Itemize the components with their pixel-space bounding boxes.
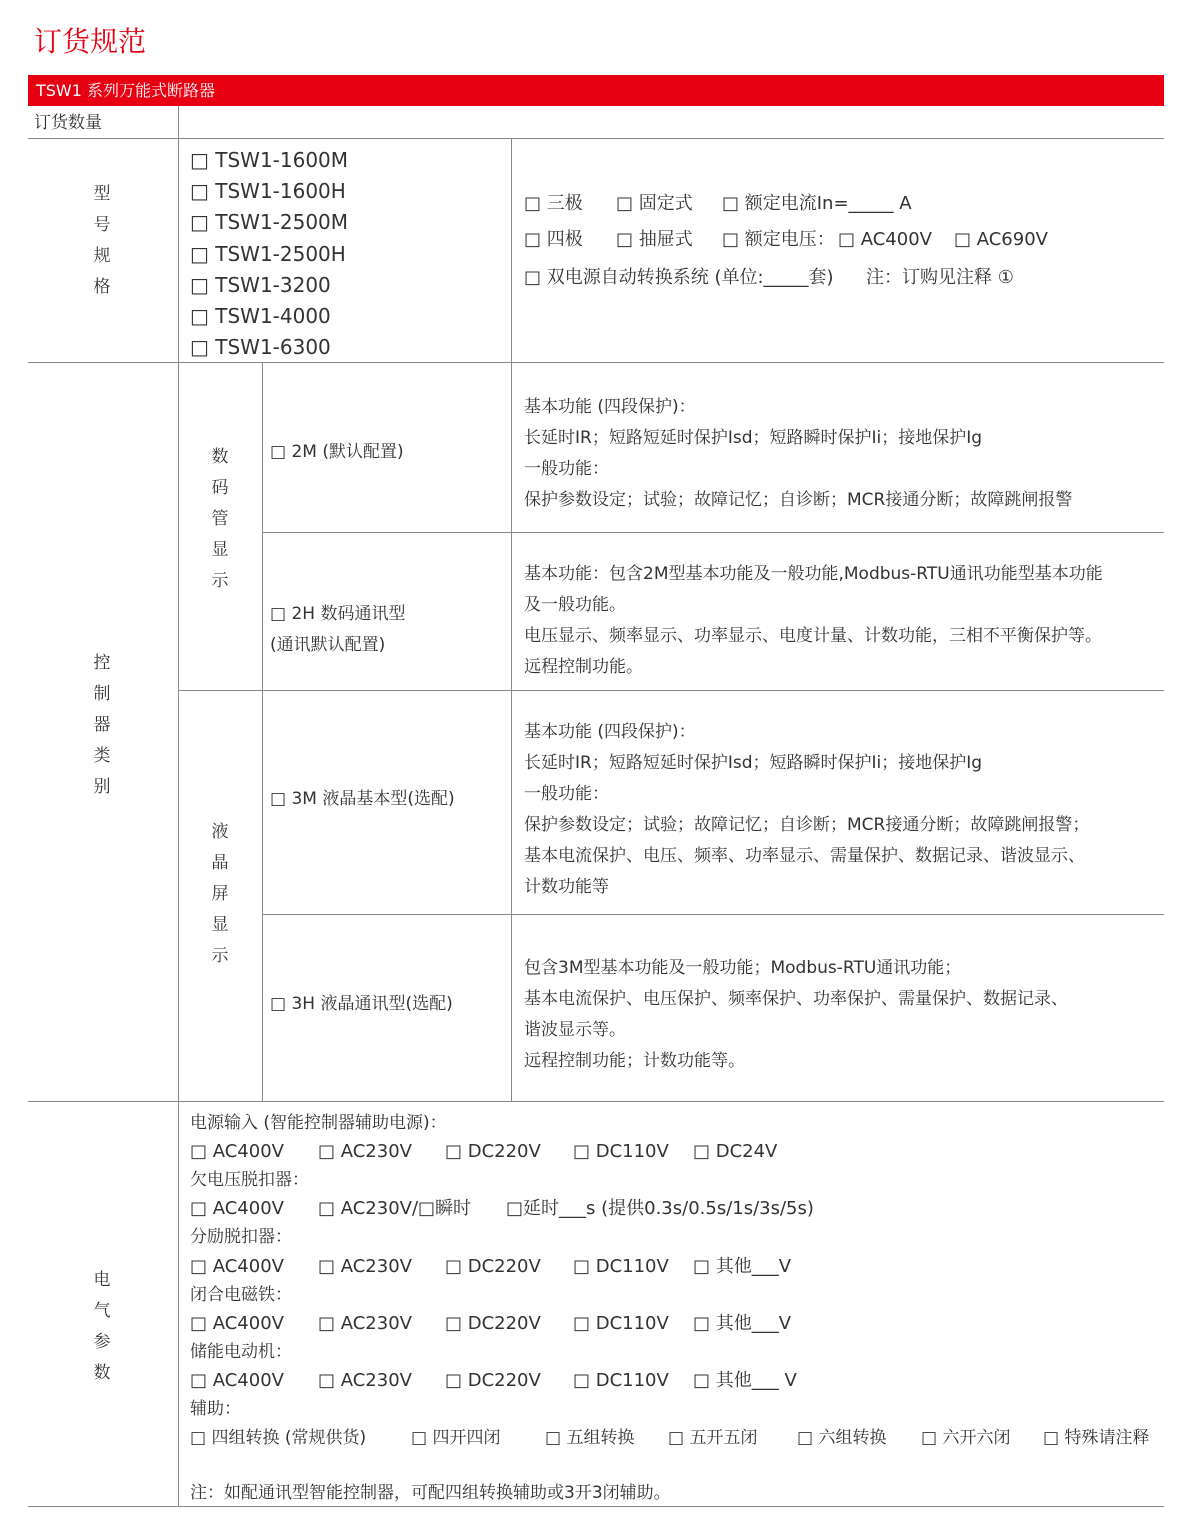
fixed-type-checkbox[interactable]: □ 固定式 <box>616 193 693 214</box>
divider <box>511 138 512 1101</box>
shunt-dc110v[interactable]: □ DC110V <box>573 1256 669 1277</box>
controller-3h-checkbox[interactable]: □ 3H 液晶通讯型(选配) <box>270 994 453 1014</box>
controller-2h-checkbox[interactable]: □ 2H 数码通讯型 (通讯默认配置) <box>270 604 406 655</box>
divider <box>262 362 263 1101</box>
model-checkbox[interactable]: □ TSW1-4000 <box>190 303 331 328</box>
power-input-label: 电源输入 (智能控制器辅助电源)： <box>190 1113 447 1133</box>
power-input-ac400v[interactable]: □ AC400V <box>190 1141 284 1162</box>
controller-3m-description: 基本功能 (四段保护)： 长延时IR；短路短延时保护Isd；短路瞬时保护Ii；接地保护Ig 一般功能： 保护参数设定；试验；故障记忆；自诊断；MCR接通分断；故障跳闸报警； 基本电流保护、电压、频率、功率显示、需量保护、数据记录、谐波显示、 计数功能等 <box>524 722 1090 897</box>
undervoltage-delay[interactable]: □延时___s (提供0.3s/0.5s/1s/3s/5s) <box>506 1198 814 1219</box>
divider <box>28 138 1164 139</box>
closing-magnet-label: 闭合电磁铁： <box>190 1285 292 1305</box>
drawout-type-checkbox[interactable]: □ 抽屉式 <box>616 229 693 250</box>
shunt-ac400v[interactable]: □ AC400V <box>190 1256 284 1277</box>
controller-2m-checkbox[interactable]: □ 2M (默认配置) <box>270 442 404 462</box>
closing-other[interactable]: □ 其他___V <box>693 1313 792 1334</box>
aux-five-changeover[interactable]: □ 五组转换 <box>545 1428 635 1448</box>
divider <box>178 690 1164 691</box>
shunt-other[interactable]: □ 其他___V <box>693 1256 792 1277</box>
controller-3h-description: 包含3M型基本功能及一般功能；Modbus-RTU通讯功能； 基本电流保护、电压保护、频率保护、功率保护、需量保护、数据记录、 谐波显示等。 远程控制功能；计数功能等。 <box>524 958 1068 1071</box>
order-quantity-label: 订货数量 <box>34 113 102 133</box>
three-pole-checkbox[interactable]: □ 三极 <box>524 193 583 214</box>
motor-ac230v[interactable]: □ AC230V <box>318 1370 412 1391</box>
controller-2m-description: 基本功能 (四段保护)： 长延时IR；短路短延时保护Isd；短路瞬时保护Ii；接地保护Ig 一般功能： 保护参数设定；试验；故障记忆；自诊断；MCR接通分断；故障跳闸报警 <box>524 397 1073 510</box>
undervoltage-ac400v[interactable]: □ AC400V <box>190 1198 284 1219</box>
model-checkbox[interactable]: □ TSW1-2500M <box>190 210 349 235</box>
motor-other[interactable]: □ 其他___ V <box>693 1370 797 1391</box>
closing-dc220v[interactable]: □ DC220V <box>445 1313 541 1334</box>
power-input-dc24v[interactable]: □ DC24V <box>693 1141 778 1162</box>
model-list <box>190 145 348 363</box>
closing-ac400v[interactable]: □ AC400V <box>190 1313 284 1334</box>
aux-four-no-four-nc[interactable]: □ 四开四闭 <box>411 1428 501 1448</box>
product-header-bar <box>28 75 1164 106</box>
model-spec-label: 型 号 规 格 <box>93 184 111 297</box>
page-title: 订货规范 <box>34 25 147 58</box>
divider <box>262 532 1164 533</box>
aux-six-changeover[interactable]: □ 六组转换 <box>797 1428 887 1448</box>
divider <box>262 914 1164 915</box>
four-pole-checkbox[interactable]: □ 四极 <box>524 229 583 250</box>
ac690v-checkbox[interactable]: □ AC690V <box>954 229 1048 250</box>
motor-ac400v[interactable]: □ AC400V <box>190 1370 284 1391</box>
aux-six-no-six-nc[interactable]: □ 六开六闭 <box>921 1428 1011 1448</box>
model-checkbox[interactable]: □ TSW1-1600M <box>190 148 349 172</box>
electrical-params-label: 电 气 参 数 <box>93 1270 111 1383</box>
divider <box>28 1506 1164 1507</box>
power-input-dc110v[interactable]: □ DC110V <box>573 1141 669 1162</box>
rated-voltage-checkbox[interactable]: □ 额定电压： <box>722 229 835 250</box>
power-input-ac230v[interactable]: □ AC230V <box>318 1141 412 1162</box>
model-checkbox[interactable]: □ TSW1-1600H <box>190 179 346 204</box>
rated-current-field[interactable]: □ 额定电流In=_____ A <box>722 193 912 214</box>
digital-display-label: 数 码 管 显 示 <box>211 447 229 591</box>
product-series-title: TSW1 系列万能式断路器 <box>36 81 216 100</box>
closing-ac230v[interactable]: □ AC230V <box>318 1313 412 1334</box>
shunt-release-label: 分励脱扣器： <box>190 1227 292 1247</box>
ats-system-checkbox[interactable]: □ 双电源自动转换系统 (单位:_____套) <box>524 267 834 288</box>
controller-type-label: 控 制 器 类 别 <box>93 653 111 797</box>
divider <box>28 1101 1164 1102</box>
auxiliary-label: 辅助： <box>190 1399 241 1419</box>
controller-2h-description: 基本功能：包含2M型基本功能及一般功能,Modbus-RTU通讯功能型基本功能 及一般功能。 电压显示、频率显示、功率显示、电度计量、计数功能，三相不平衡保护等。 远程控制功能。 <box>524 564 1103 677</box>
undervoltage-label: 欠电压脱扣器： <box>190 1170 309 1190</box>
ats-note: 注：订购见注释 ① <box>866 267 1014 288</box>
aux-special-note[interactable]: □ 特殊请注释 <box>1043 1428 1150 1448</box>
motor-dc220v[interactable]: □ DC220V <box>445 1370 541 1391</box>
shunt-ac230v[interactable]: □ AC230V <box>318 1256 412 1277</box>
divider <box>178 106 179 1506</box>
model-checkbox[interactable]: □ TSW1-6300 <box>190 335 331 360</box>
power-input-dc220v[interactable]: □ DC220V <box>445 1141 541 1162</box>
shunt-dc220v[interactable]: □ DC220V <box>445 1256 541 1277</box>
footnote: 注：如配通讯型智能控制器，可配四组转换辅助或3开3闭辅助。 <box>190 1483 671 1503</box>
aux-five-no-five-nc[interactable]: □ 五开五闭 <box>668 1428 758 1448</box>
aux-four-changeover[interactable]: □ 四组转换 (常规供货) <box>190 1428 367 1448</box>
closing-dc110v[interactable]: □ DC110V <box>573 1313 669 1334</box>
model-checkbox[interactable]: □ TSW1-2500H <box>190 241 346 266</box>
lcd-display-label: 液 晶 屏 显 示 <box>211 822 229 966</box>
undervoltage-ac230v-instant[interactable]: □ AC230V/□瞬时 <box>318 1198 472 1219</box>
model-checkbox[interactable]: □ TSW1-3200 <box>190 272 331 297</box>
motor-label: 储能电动机： <box>190 1342 292 1362</box>
controller-3m-checkbox[interactable]: □ 3M 液晶基本型(选配) <box>270 789 455 809</box>
ac400v-checkbox[interactable]: □ AC400V <box>838 229 932 250</box>
motor-dc110v[interactable]: □ DC110V <box>573 1370 669 1391</box>
